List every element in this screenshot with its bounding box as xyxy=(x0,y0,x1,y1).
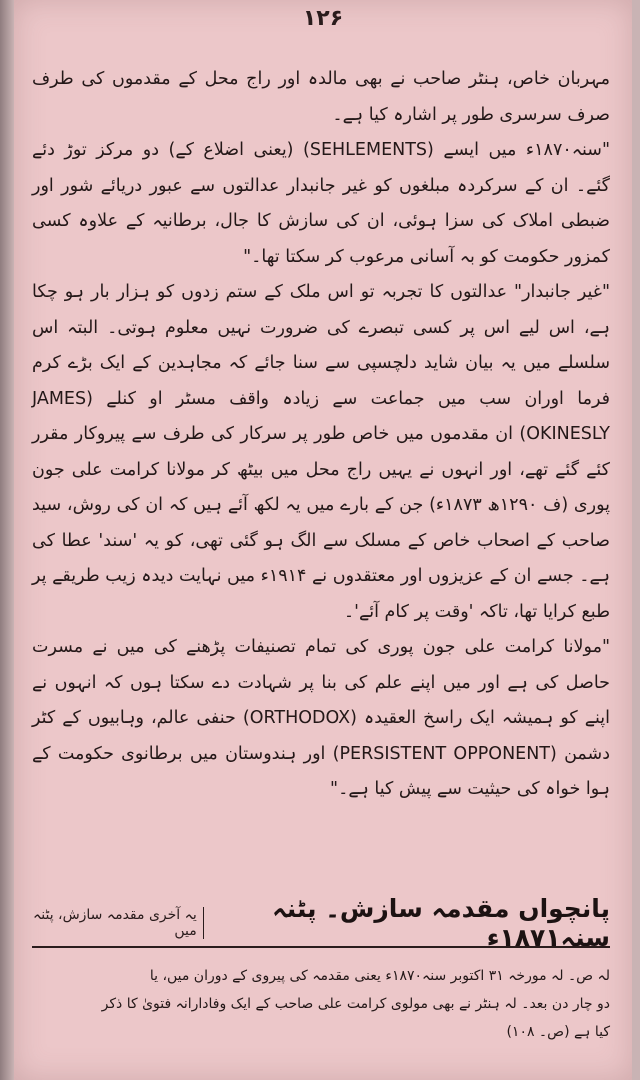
footnote-line-3: کیا ہے (ص۔ ۱۰۸) xyxy=(506,1024,610,1040)
section-heading xyxy=(32,894,610,952)
paragraph-4: "مولانا کرامت علی جون پوری کی تمام تصنیفات پڑھنے کی میں نے مسرت حاصل کی ہے اور میں اپنے علم کی بنا پر شہادت دے سکتا ہوں کہ انہوں نے اپنے کو ہمیشہ ایک راسخ العقیدہ (ORTHODOX) حنفی عالم، وہابیوں کے کٹر دشمن (PERSISTENT OPPONENT) اور ہندوستان میں برطانوی حکومت کے ہوا خواہ کی حیثیت سے پیش کیا ہے۔" xyxy=(32,637,610,799)
footnotes xyxy=(32,962,610,1046)
page-body xyxy=(32,62,610,808)
page-number: ۱۲۶ xyxy=(302,6,344,31)
paragraph-3: "غیر جانبدار" عدالتوں کا تجربہ تو اس ملک کے ستم زدوں کو ہزار بار ہو چکا ہے، اس لیے اس پر کسی تبصرے کی ضرورت نہیں معلوم ہوتی۔ البتہ اس سلسلے میں یہ بیان شاید دلچسپی سے سنا جائے کہ مجاہدین کے ایک بڑے کرم فرما اوران سب میں جماعت سے زیادہ واقف مسٹر او کنلے (JAMES OKINESLY) ان مقدموں میں خاص طور پر سرکار کی طرف سے پیروکار مقرر کئے گئے تھے، اور انہوں نے یہیں راج محل میں بیٹھ کر مولانا کرامت علی جون پوری (ف ۱۲۹۰ھ ۱۸۷۳ء) جن کے بارے میں یہ لکھ آئے ہیں کہ ان کی روش، سید صاحب کے اصحاب خاص کے مسلک سے الگ ہو گئی تھی، کو یہ 'سند' عطا کی ہے۔ جسے ان کے عزیزوں اور معتقدوں نے ۱۹۱۴ء میں نہایت دیدہ زیب طریقے پر طبع کرایا تھا، تاکہ 'وقت پر کام آئے'۔ xyxy=(32,282,611,622)
page-left-edge xyxy=(0,0,14,1080)
section-heading-side-note: یہ آخری مقدمہ سازش، پٹنہ میں xyxy=(32,907,204,939)
book-page xyxy=(14,0,632,1080)
footnote-line-2: دو چار دن بعد۔ لہ ہنٹر نے بھی مولوی کرامت علی صاحب کے ایک وفادارانہ فتویٰ کا ذکر xyxy=(101,996,610,1012)
section-heading-title: پانچواں مقدمہ سازش۔ پٹنہ سنہ۱۸۷۱ء xyxy=(272,894,610,952)
footnote-line-1: لہ ص۔ لہ مورخہ ۳۱ اکتوبر سنہ۱۸۷۰ء یعنی مقدمہ کی پیروی کے دوران میں، یا xyxy=(149,968,610,984)
paragraph-1: مہربان خاص، ہنٹر صاحب نے بھی مالدہ اور راج محل کے مقدموں کی طرف صرف سرسری طور پر اشارہ کیا ہے۔ xyxy=(32,69,610,125)
paragraph-2: "سنہ۱۸۷۰ء میں ایسے (SEHLEMENTS) (یعنی اضلاع کے) دو مرکز توڑ دئے گئے۔ ان کے سرکردہ مبلغوں کو غیر جانبدار عدالتوں سے عبور دریائے شور اور ضبطی املاک کی سزا ہوئی، ان کی سازش کا جال، برطانیہ کے علاوہ کسی کمزور حکومت کو بہ آسانی مرعوب کر سکتا تھا۔" xyxy=(32,140,610,267)
